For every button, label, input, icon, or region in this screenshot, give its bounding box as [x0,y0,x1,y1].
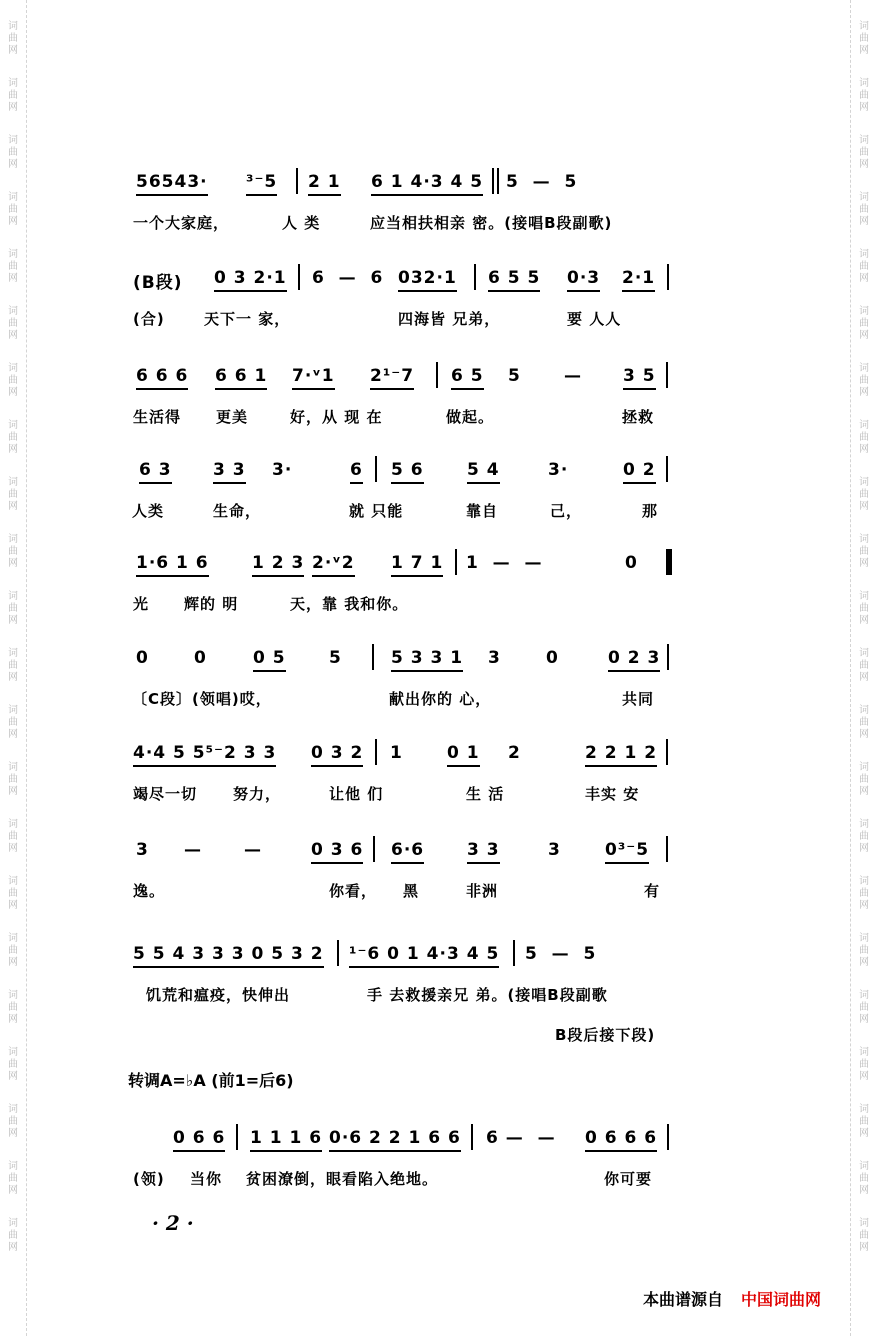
note-group: 6 1 4·3 4 5 [371,172,483,196]
watermark-text: 词曲网 [8,762,18,797]
note-group: 3 5 [623,366,656,390]
page-number: · 2 · [152,1211,194,1235]
lyric-text: 靠自 [466,502,499,520]
note-group: 1 2 3 [252,553,304,577]
lyric-text: 生活得 [133,408,182,426]
lyric-text: 努力， [233,785,282,803]
note-group: — [184,840,202,860]
note-group: 6 5 5 [488,268,540,292]
bar-line [372,644,374,670]
note-group: 6 6 1 [215,366,267,390]
lyric-text: 生命， [213,502,262,520]
note-group: 0 1 [447,743,480,767]
watermark-text: 词曲网 [859,1161,869,1196]
bar-line [375,456,377,482]
bar-line [666,836,668,862]
lyric-text: 饥荒和瘟疫，快伸出 [146,986,291,1004]
watermark-text: 词曲网 [8,1218,18,1253]
lyric-text: 非洲 [466,882,499,900]
watermark-text: 词曲网 [859,249,869,284]
note-group: 0 3 2·1 [214,268,287,292]
note-group: 2 2 1 2 [585,743,657,767]
lyric-text: 当你 [190,1170,223,1188]
lyric-text: 人 类 [282,214,321,232]
note-group: — [244,840,262,860]
bar-line [375,739,377,765]
watermark-text: 词曲网 [8,135,18,170]
note-group: 3· [548,460,569,480]
watermark-text: 词曲网 [859,705,869,740]
note-group: 1·6 1 6 [136,553,209,577]
note-group: 5 — 5 [506,172,578,192]
lyric-text: 有 [644,882,661,900]
note-group: 3· [272,460,293,480]
final-bar-line [666,549,672,575]
lyric-text: 献出你的 心， [389,690,492,708]
watermark-text: 词曲网 [8,648,18,683]
lyric-text: 竭尽一切 [133,785,198,803]
note-group: — [564,366,582,386]
lyric-text: 应当相扶相亲 密。(接唱B段副歌) [370,214,613,232]
lyric-text: 拯救 [622,408,655,426]
note-group: 032·1 [398,268,457,292]
lyric-text: 你可要 [604,1170,653,1188]
watermark-text: 词曲网 [8,819,18,854]
lyric-text: 丰实 安 [585,785,640,803]
note-group: 1 7 1 [391,553,443,577]
watermark-text: 词曲网 [859,591,869,626]
note-group: 5 — 5 [525,944,597,964]
note-group: 2 1 [308,172,341,196]
watermark-text: 词曲网 [8,1104,18,1139]
watermark-text: 词曲网 [859,1218,869,1253]
bar-line [666,739,668,765]
watermark-text: 词曲网 [8,534,18,569]
bar-line [667,1124,669,1150]
lyric-text: 你看， [329,882,378,900]
lyric-text: 那 [642,502,659,520]
lyric-text: 黑 [403,882,420,900]
note-group: 3 [488,648,501,668]
note-group: ¹⁻6 0 1 4·3 4 5 [349,944,499,968]
source-footer [643,1287,821,1310]
b-return-note: B段后接下段) [555,1026,656,1044]
lyric-text: 己， [550,502,583,520]
note-group: 0³⁻5 [605,840,649,864]
watermark-text: 词曲网 [8,1161,18,1196]
watermark-text: 词曲网 [859,306,869,341]
lyric-text: 贫困潦倒，眼看陷入绝地。 [246,1170,439,1188]
note-group: 6 5 [451,366,484,390]
bar-line [236,1124,238,1150]
lyric-text: 就 只能 [349,502,404,520]
bar-line [666,456,668,482]
left-watermark-strip [0,0,27,1336]
lyric-text: 天，靠 我和你。 [290,595,409,613]
note-group: 0 [546,648,559,668]
key-change-label: 转调A=♭A (前1=后6) [128,1071,294,1090]
note-group: 5 4 [467,460,500,484]
watermark-text: 词曲网 [8,78,18,113]
lyric-text: 四海皆 兄弟， [398,310,501,328]
watermark-text: 词曲网 [8,876,18,911]
note-group: 2·1 [622,268,655,292]
note-group: 0 [136,648,149,668]
source-label: 本曲谱源自 [643,1290,724,1309]
watermark-text: 词曲网 [8,591,18,626]
note-group: 56543· [136,172,208,196]
bar-line [497,168,499,194]
watermark-text: 词曲网 [859,1047,869,1082]
note-group: 6 — — [486,1128,556,1148]
watermark-text: 词曲网 [859,363,869,398]
note-group: 1 [390,743,403,763]
lyric-text: 好，从 现 在 [290,408,383,426]
note-group: 0·6 2 2 1 6 6 [329,1128,461,1152]
watermark-text: 词曲网 [859,477,869,512]
note-group: 6 3 [139,460,172,484]
watermark-text: 词曲网 [859,420,869,455]
bar-line [436,362,438,388]
note-group: 2 [508,743,521,763]
watermark-text: 词曲网 [859,21,869,56]
watermark-text: 词曲网 [8,249,18,284]
note-group: 0 6 6 [173,1128,225,1152]
lyric-text: 生 活 [466,785,505,803]
bar-line [471,1124,473,1150]
note-group: 3 3 [467,840,500,864]
watermark-text: 词曲网 [8,21,18,56]
note-group: 4·4 5 5⁵⁻2 3 3 [133,743,276,767]
watermark-text: 词曲网 [859,648,869,683]
bar-line [492,168,494,194]
watermark-text: 词曲网 [859,78,869,113]
note-group: 3 [136,840,149,860]
watermark-text: 词曲网 [859,762,869,797]
note-group: 0 5 [253,648,286,672]
watermark-text: 词曲网 [8,990,18,1025]
watermark-text: 词曲网 [859,990,869,1025]
bar-line [667,644,669,670]
lyric-text: 手 去救援亲兄 弟。(接唱B段副歌 [367,986,608,1004]
lyric-text: (领) [133,1170,165,1188]
watermark-text: 词曲网 [859,876,869,911]
note-group: 2·ᵛ2 [312,553,355,577]
note-group: 0 3 6 [311,840,363,864]
note-group: 1 1 1 6 [250,1128,322,1152]
watermark-text: 词曲网 [8,477,18,512]
bar-line [455,549,457,575]
watermark-text: 词曲网 [8,705,18,740]
note-group: 0 3 2 [311,743,363,767]
bar-line [296,168,298,194]
note-group: 5 6 [391,460,424,484]
bar-line [513,940,515,966]
note-group: 3 [548,840,561,860]
lyric-text: 让他 们 [329,785,384,803]
note-group: ³⁻5 [246,172,277,196]
watermark-text: 词曲网 [8,363,18,398]
watermark-text: 词曲网 [859,933,869,968]
watermark-text: 词曲网 [859,819,869,854]
watermark-text: 词曲网 [8,933,18,968]
bar-line [666,362,668,388]
lyric-text: 人类 [132,502,165,520]
right-watermark-strip [850,0,877,1336]
lyric-text: 一个大家庭， [133,214,230,232]
note-group: 5 3 3 1 [391,648,463,672]
lyric-text: 做起。 [446,408,495,426]
watermark-text: 词曲网 [859,192,869,227]
lyric-text: 更美 [216,408,249,426]
bar-line [373,836,375,862]
bar-line [298,264,300,290]
bar-line [667,264,669,290]
watermark-text: 词曲网 [8,1047,18,1082]
note-group: 0 2 3 [608,648,660,672]
note-group: 6 6 6 [136,366,188,390]
note-group: 0·3 [567,268,600,292]
watermark-text: 词曲网 [859,135,869,170]
note-group: 7·ᵛ1 [292,366,335,390]
note-group: 3 3 [213,460,246,484]
note-group: 1 — — [466,553,543,573]
note-group: 6 — 6 [312,268,384,288]
bar-line [474,264,476,290]
note-group: 0 6 6 6 [585,1128,657,1152]
watermark-text: 词曲网 [8,306,18,341]
note-group: (B段) [133,273,183,293]
lyric-text: 辉的 明 [184,595,239,613]
note-group: 5 [508,366,521,386]
site-name[interactable]: 中国词曲网 [741,1290,822,1309]
watermark-text: 词曲网 [8,192,18,227]
lyric-text: 光 [133,595,150,613]
bar-line [337,940,339,966]
note-group: 0 2 [623,460,656,484]
lyric-text: 要 人人 [567,310,622,328]
watermark-text: 词曲网 [8,420,18,455]
note-group: 0 [625,553,638,573]
lyric-text: 〔C段〕(领唱)哎， [132,690,272,708]
lyric-text: 逸。 [133,882,166,900]
note-group: 6 [350,460,363,484]
note-group: 6·6 [391,840,424,864]
lyric-text: 共同 [622,690,655,708]
note-group: 2¹⁻7 [370,366,414,390]
watermark-text: 词曲网 [859,1104,869,1139]
lyric-text: 天下一 家， [204,310,291,328]
note-group: 5 5 4 3 3 3 0 5 3 2 [133,944,324,968]
watermark-text: 词曲网 [859,534,869,569]
lyric-text: (合) [133,310,165,328]
note-group: 5 [329,648,342,668]
note-group: 0 [194,648,207,668]
